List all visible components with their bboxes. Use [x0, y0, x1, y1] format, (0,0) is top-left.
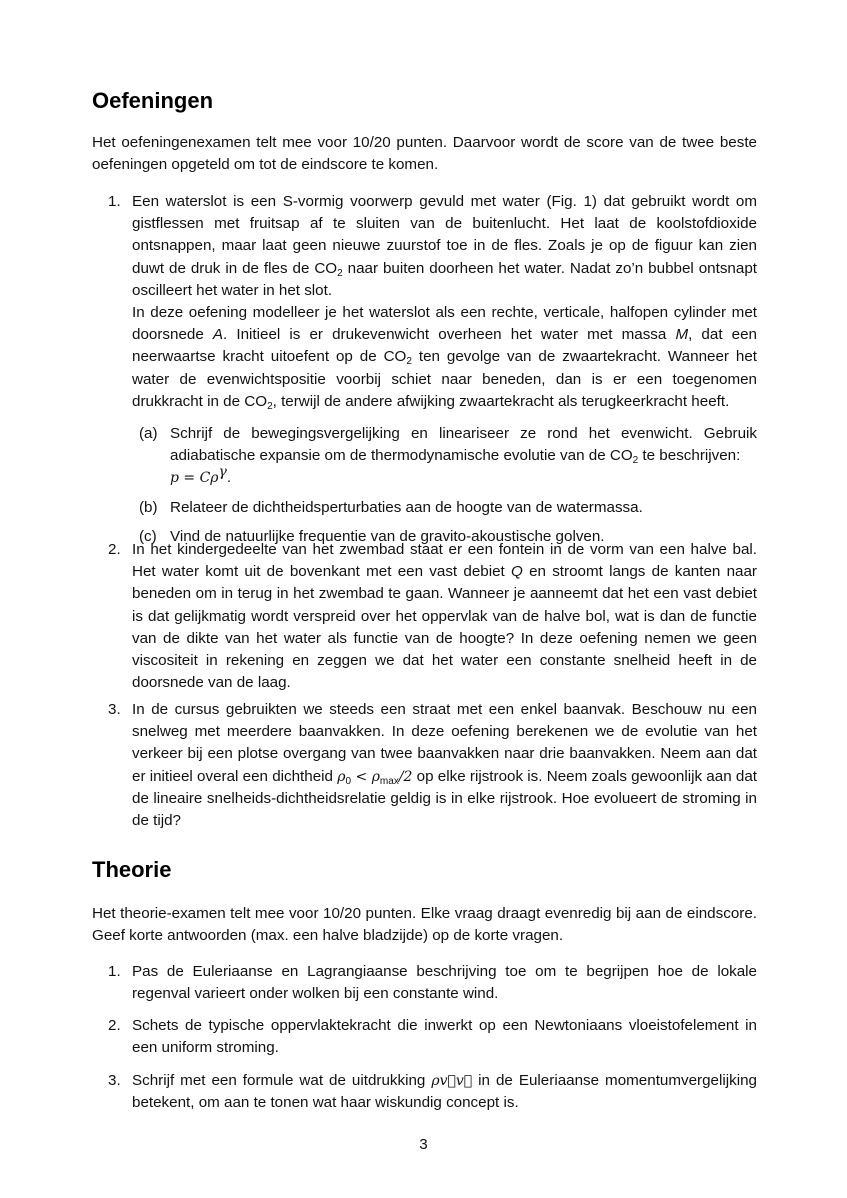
exercise-2-list	[92, 539, 757, 694]
section-heading-theorie: Theorie	[92, 857, 172, 882]
theorie-q3-list	[92, 1070, 757, 1114]
exercise-1-subquestions	[132, 423, 757, 548]
theorie-intro: Het theorie-examen telt mee voor 10/20 punten. Elke vraag draagt evenredig bij aan de eindscore. Geef korte antwoorden (max. een halve bladzijde) op de korte vragen.	[92, 905, 757, 945]
subquestion-c: (c) Vind de natuurlijke frequentie van de gravito-akoustische golven.	[139, 527, 605, 545]
theory-question-2: 2. Schets de typische oppervlaktekracht die inwerkt op een Newtoniaans vloeistofelement in een uniform stroming.	[108, 1017, 757, 1057]
exercise-1	[92, 191, 757, 548]
section-heading-oefeningen: Oefeningen	[92, 88, 214, 113]
theory-question-1: 1. Pas de Euleriaanse en Lagrangiaanse beschrijving toe om te begrijpen hoe de lokale regenval varieert onder wolken bij een constante wind.	[108, 963, 757, 1003]
subquestion-a: (a) Schrijf de bewegingsvergelijking en lineariseer ze rond het evenwicht. Gebruik adiabatische expansie om de thermodynamische evolutie van de $CO_2$ te beschrijven: $p = C\rho^\gamma$.	[139, 425, 757, 487]
exercise-3: 3. In de cursus gebruikten we steeds een straat met een enkel baanvak. Beschouw nu een snelweg met meerdere baanvakken. In deze oefening berekenen we de evolutie van het verkeer bij een plotse overgang van twee baanvakken naar drie baanvakken. Neem aan dat er initieel overal een dichtheid $\rho_0 < \rho_{max}/2$ op elke rijstrook is. Neem zoals gewoonlijk aan dat de lineaire snelheids-dichtheidsrelatie geldig is in elke rijstrook. Hoe evolueert de stroming in de tijd?	[108, 701, 757, 830]
oefeningen-list	[92, 191, 757, 555]
theory-question-3: 3. Schrijf met een formule wat de uitdrukking ρv⃗v⃗ in de Euleriaanse momentumvergelijking betekent, om aan te tonen wat haar wiskundig concept is.	[108, 1072, 757, 1112]
oefeningen-intro: Het oefeningenexamen telt mee voor 10/20 punten. Daarvoor wordt de score van de twee beste oefeningen opgeteld om tot de eindscore te komen.	[92, 134, 757, 174]
exercise-1-paragraph-1: Een waterslot is een S-vormig voorwerp gevuld met water (Fig. 1) dat gebruikt wordt om gistflessen met fruitsap af te sluiten van de buitenlucht. Het laat de koolstofdioxide ontsnappen, maar laat geen nieuwe zuurstof toe in de fles. Zoals je op de figuur kan zien duwt de druk in de fles de $CO_2$ naar buiten doorheen het water. Nadat zo’n bubbel ontsnapt oscilleert het water in het slot.	[132, 193, 757, 299]
exercise-1-number: 1.	[108, 193, 121, 210]
momentum-flux-formula: ρv⃗v⃗	[431, 1073, 473, 1089]
theorie-q1-list	[92, 961, 757, 1005]
subquestion-b: (b) Relateer de dichtheidsperturbaties aan de hoogte van de watermassa.	[139, 498, 643, 516]
adiabatic-formula: p = Cρ	[170, 470, 219, 487]
theorie-q2-list	[92, 1015, 757, 1059]
exercise-3-list	[92, 699, 757, 832]
exercise-2: 2. In het kindergedeelte van het zwembad staat er een fontein in de vorm van een halve bal. Het water komt uit de bovenkant met een vast debiet Q en stroomt langs de kanten naar beneden om in terug in het zwembad te gaan. Wanneer je aanneemt dat het een vast debiet is dat gelijkmatig wordt verspreid over het oppervlak van de halve bol, wat is dan de functie van de dikte van het water als functie van de hoogte? In deze oefening nemen we geen viscositeit in rekening en zeggen we dat het water een constante snelheid heeft in de doorsnede van de laag.	[108, 541, 757, 692]
page-number: 3	[419, 1136, 428, 1153]
exercise-1-paragraph-2: In deze oefening modelleer je het waterslot als een rechte, verticale, halfopen cylinder met doorsnede A. Initieel is er drukevenwicht overheen het water met massa M, dat een neerwaartse kracht uitoefent op de $CO_2$ ten gevolge van de zwaartekracht. Wanneer het water de evenwichtspositie voorbij schiet naar beneden, dan is er een toegenomen drukkracht in de $CO_2$, terwijl de andere afwijking zwaartekracht als terugkeerkracht heeft.	[132, 304, 757, 412]
